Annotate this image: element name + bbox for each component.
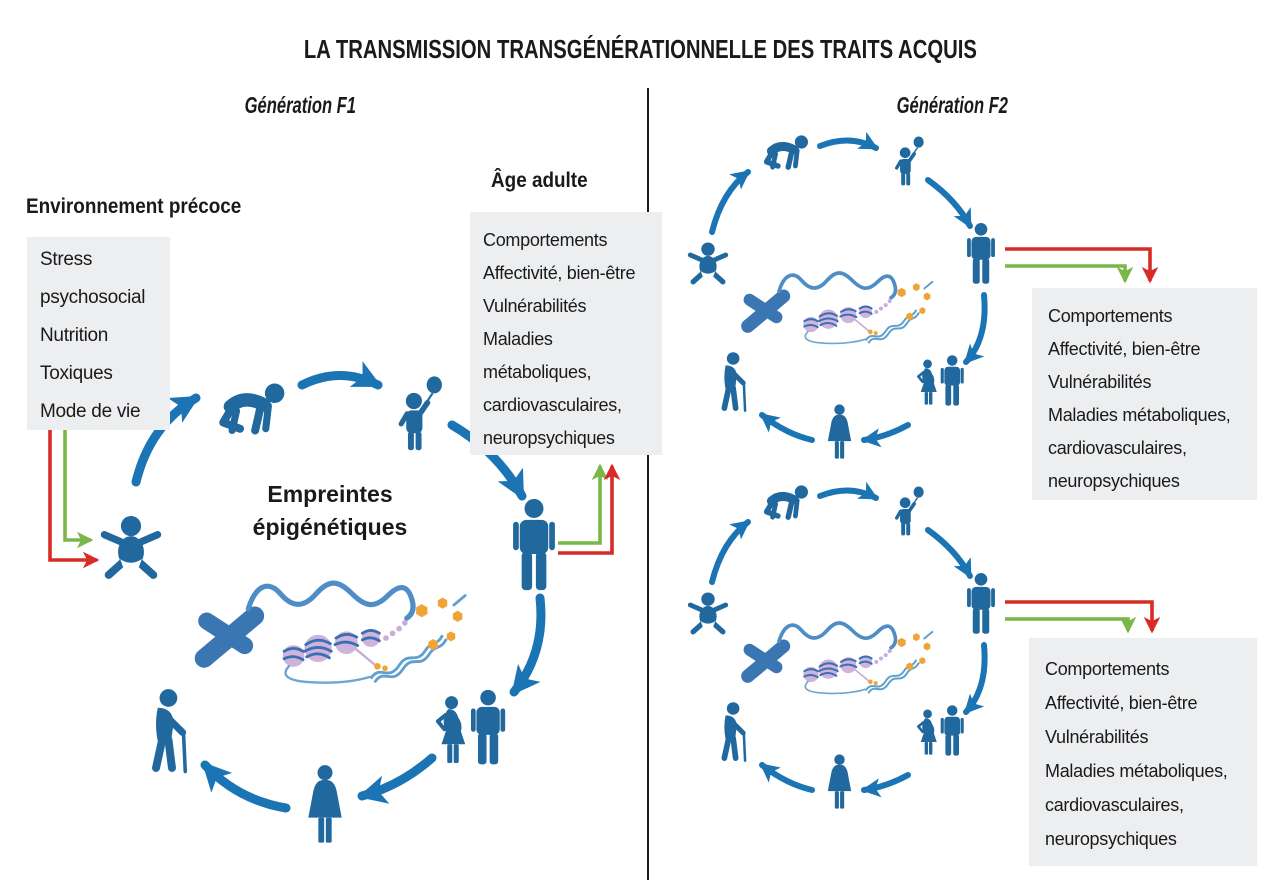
f1-adulthood-arrows — [558, 466, 612, 553]
early-environment-heading: Environnement précoce — [26, 195, 242, 218]
f2-bottom-outcomes-panel — [1029, 638, 1257, 866]
f1-environment-arrows — [50, 430, 97, 560]
f2-lifecycle-bottom — [690, 485, 995, 808]
adulthood-item: Vulnérabilités — [483, 296, 587, 316]
beneficial-arrow — [1005, 266, 1125, 281]
adult-man-icon — [513, 499, 555, 590]
epigenetic-imprints-label: Empreintes épigénétiques — [252, 481, 408, 540]
cycle-arrow — [514, 598, 541, 692]
generation-f2-label: Génération F2 — [896, 92, 1008, 118]
outcome-item: Affectivité, bien-être — [1048, 339, 1201, 359]
woman-icon — [308, 765, 341, 843]
environment-item: Nutrition — [40, 325, 109, 346]
page-title-text: LA TRANSMISSION TRANSGÉNÉRATIONNELLE DES TRAITS ACQUIS — [303, 34, 977, 64]
early-environment-panel — [27, 237, 170, 430]
f2-lifecycle-top — [690, 135, 995, 458]
f2-bottom-outcome-arrows — [1005, 602, 1152, 631]
chromosome-epigenetic-marks-icon — [191, 583, 465, 683]
adulthood-item: Maladies métaboliques, cardiovasculaires, neuropsychiques — [483, 329, 622, 448]
environment-item: Stress psychosocial — [40, 249, 146, 308]
outcome-item: Comportements — [1045, 659, 1170, 679]
adulthood-item: Affectivité, bien-être — [483, 263, 636, 283]
outcome-item: Maladies métaboliques, cardiovasculaires, neuropsychiques — [1048, 405, 1231, 491]
generation-f1-label: Génération F1 — [244, 92, 356, 118]
page-title — [0, 34, 1280, 65]
outcome-item: Maladies métaboliques, cardiovasculaires, neuropsychiques — [1045, 761, 1228, 849]
beneficial-arrow — [1005, 619, 1128, 631]
cycle-arrow — [205, 765, 286, 808]
expecting-couple-icon — [438, 690, 505, 765]
environment-item: Mode de vie — [40, 401, 141, 422]
cycle-arrow — [362, 758, 432, 796]
outcome-item: Vulnérabilités — [1048, 372, 1152, 392]
cycle-arrow — [302, 376, 378, 386]
beneficial-arrow — [65, 430, 91, 540]
adulthood-heading: Âge adulte — [491, 169, 588, 192]
adverse-arrow — [558, 466, 612, 553]
beneficial-arrow — [558, 466, 600, 543]
environment-item: Toxiques — [40, 363, 113, 384]
outcome-item: Affectivité, bien-être — [1045, 693, 1198, 713]
f2-top-outcome-arrows — [1005, 249, 1150, 281]
child-with-balloon-icon — [401, 376, 442, 450]
outcome-item: Comportements — [1048, 306, 1173, 326]
adverse-arrow — [1005, 602, 1152, 631]
adulthood-panel — [470, 212, 662, 455]
crawling-toddler-icon — [223, 384, 284, 431]
f2-top-outcomes-panel — [1032, 288, 1257, 500]
elderly-person-icon — [156, 689, 185, 771]
adulthood-item: Comportements — [483, 230, 608, 250]
outcome-item: Vulnérabilités — [1045, 727, 1149, 747]
baby-icon — [104, 516, 157, 575]
